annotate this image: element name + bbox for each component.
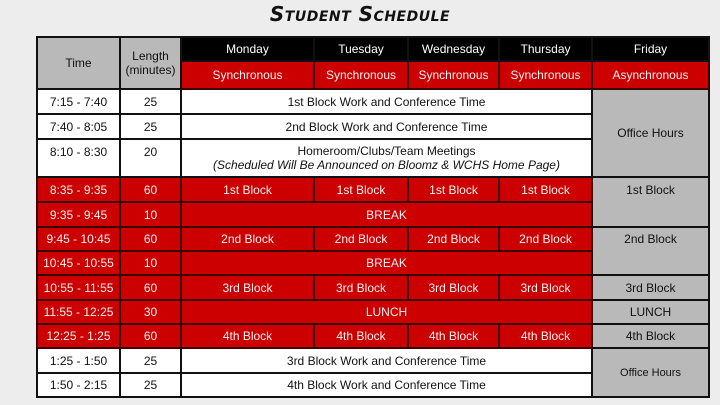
mode-wednesday: Synchronous [408, 61, 499, 89]
mode-friday: Asynchronous [592, 61, 709, 89]
thursday-cell: 4th Block [499, 324, 592, 348]
length-cell: 25 [120, 373, 181, 397]
friday-office-hours: Office Hours [592, 89, 709, 177]
header-monday: Monday [181, 37, 314, 61]
table-row [37, 324, 709, 348]
time-cell: 7:40 - 8:05 [37, 114, 120, 139]
activity-cell: BREAK [181, 202, 592, 227]
activity-cell: LUNCH [181, 300, 592, 324]
monday-cell: 4th Block [181, 324, 314, 348]
friday-block-3: 3rd Block [592, 275, 709, 300]
thursday-cell: 2nd Block [499, 227, 592, 251]
mode-monday: Synchronous [181, 61, 314, 89]
page-title: Student Schedule [269, 2, 451, 26]
friday-lunch: LUNCH [592, 300, 709, 324]
wednesday-cell: 1st Block [408, 177, 499, 202]
length-cell: 20 [120, 139, 181, 177]
time-cell: 10:55 - 11:55 [37, 275, 120, 300]
tuesday-cell: 2nd Block [314, 227, 408, 251]
length-cell: 60 [120, 275, 181, 300]
monday-cell: 1st Block [181, 177, 314, 202]
monday-cell: 2nd Block [181, 227, 314, 251]
table-row [37, 177, 709, 202]
friday-block-2: 2nd Block [592, 227, 709, 275]
activity-cell: 2nd Block Work and Conference Time [181, 114, 592, 139]
length-cell: 60 [120, 324, 181, 348]
activity-label: Homeroom/Clubs/Team Meetings [297, 144, 476, 158]
mode-tuesday: Synchronous [314, 61, 408, 89]
time-cell: 1:25 - 1:50 [37, 348, 120, 373]
header-friday: Friday [592, 37, 709, 61]
length-cell: 60 [120, 227, 181, 251]
activity-cell: BREAK [181, 251, 592, 275]
tuesday-cell: 1st Block [314, 177, 408, 202]
time-cell: 1:50 - 2:15 [37, 373, 120, 397]
length-cell: 10 [120, 202, 181, 227]
time-cell: 9:45 - 10:45 [37, 227, 120, 251]
thursday-cell: 3rd Block [499, 275, 592, 300]
wednesday-cell: 3rd Block [408, 275, 499, 300]
table-row [37, 275, 709, 300]
activity-note: (Scheduled Will Be Announced on Bloomz & WCHS Home Page) [213, 158, 560, 172]
length-cell: 10 [120, 251, 181, 275]
wednesday-cell: 2nd Block [408, 227, 499, 251]
table-row [37, 227, 709, 251]
header-length: Length (minutes) [120, 37, 181, 89]
table-row [37, 348, 709, 373]
friday-block-1: 1st Block [592, 177, 709, 227]
activity-cell: 1st Block Work and Conference Time [181, 89, 592, 114]
header-tuesday: Tuesday [314, 37, 408, 61]
header-thursday: Thursday [499, 37, 592, 61]
length-cell: 25 [120, 348, 181, 373]
tuesday-cell: 3rd Block [314, 275, 408, 300]
thursday-cell: 1st Block [499, 177, 592, 202]
table-row [37, 89, 709, 114]
time-cell: 9:35 - 9:45 [37, 202, 120, 227]
time-cell: 11:55 - 12:25 [37, 300, 120, 324]
header-time: Time [37, 37, 120, 89]
header-wednesday: Wednesday [408, 37, 499, 61]
schedule-table [36, 36, 710, 398]
time-cell: 12:25 - 1:25 [37, 324, 120, 348]
length-cell: 30 [120, 300, 181, 324]
time-cell: 10:45 - 10:55 [37, 251, 120, 275]
monday-cell: 3rd Block [181, 275, 314, 300]
time-cell: 7:15 - 7:40 [37, 89, 120, 114]
friday-office-hours-pm: Office Hours [592, 348, 709, 397]
activity-cell [181, 139, 592, 177]
tuesday-cell: 4th Block [314, 324, 408, 348]
activity-cell: 3rd Block Work and Conference Time [181, 348, 592, 373]
activity-cell: 4th Block Work and Conference Time [181, 373, 592, 397]
length-cell: 25 [120, 89, 181, 114]
friday-block-4: 4th Block [592, 324, 709, 348]
length-cell: 60 [120, 177, 181, 202]
wednesday-cell: 4th Block [408, 324, 499, 348]
mode-thursday: Synchronous [499, 61, 592, 89]
time-cell: 8:10 - 8:30 [37, 139, 120, 177]
length-cell: 25 [120, 114, 181, 139]
time-cell: 8:35 - 9:35 [37, 177, 120, 202]
table-row [37, 300, 709, 324]
